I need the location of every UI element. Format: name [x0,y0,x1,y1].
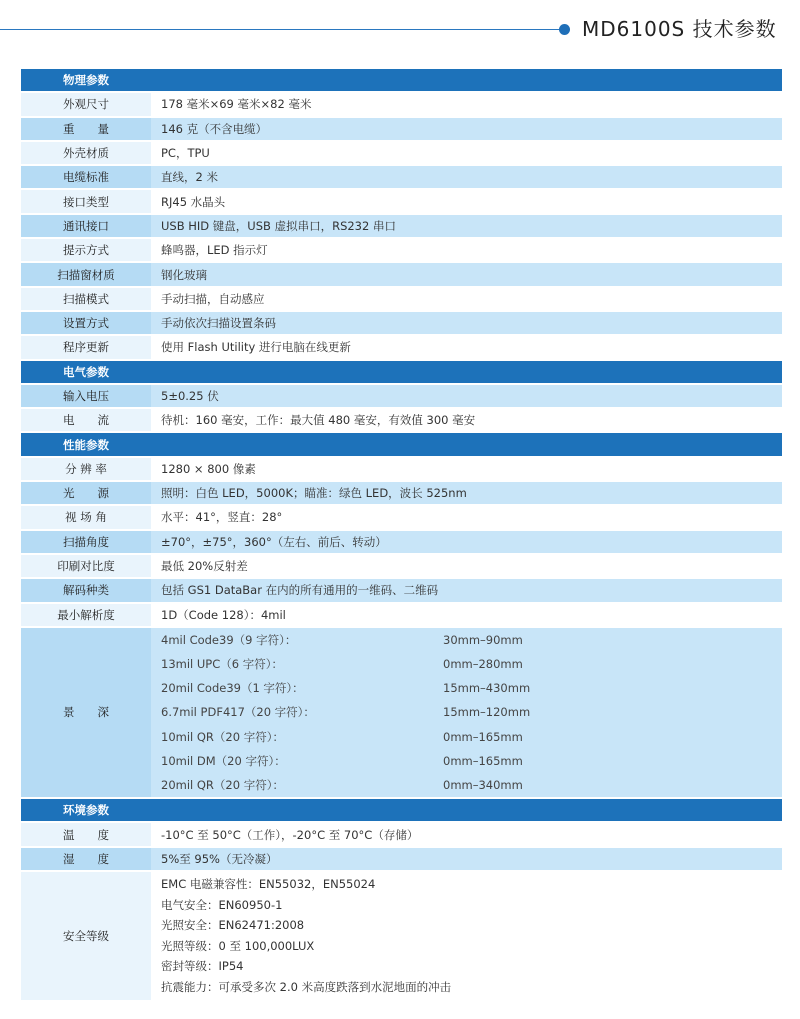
section-header-environment [21,799,782,821]
spec-row [21,604,782,626]
spec-label: 电 流 [21,409,151,431]
section-title: 物理参数 [21,69,151,91]
safety-item: 电气安全：EN60950-1 [161,897,283,912]
spec-row [21,385,782,407]
dof-code: 10mil DM（20 字符）： [161,753,286,768]
dof-item [151,676,782,700]
spec-table [21,67,782,1002]
dof-item [151,628,782,652]
dof-code: 20mil QR（20 字符）： [161,777,284,792]
safety-item: 密封等级：IP54 [161,959,244,974]
spec-value: 直线，2 米 [151,166,782,188]
spec-value: -10°C 至 50°C（工作），-20°C 至 70°C（存储） [151,823,782,845]
spec-label: 分 辨 率 [21,458,151,480]
spec-row [21,848,782,870]
safety-item: 光照安全：EN62471:2008 [161,918,305,933]
spec-row [21,118,782,140]
spec-row [21,190,782,212]
spec-row [21,336,782,358]
spec-value: 钢化玻璃 [151,263,782,285]
spec-label: 安全等级 [21,872,151,1000]
spec-value: 5%至 95%（无冷凝） [151,848,782,870]
dof-range: 30mm–90mm [443,632,523,647]
spec-label: 电缆标准 [21,166,151,188]
spec-value: USB HID 键盘，USB 虚拟串口，RS232 串口 [151,215,782,237]
spec-value: 1D（Code 128）：4mil [151,604,782,626]
section-header-performance [21,433,782,455]
dof-code: 20mil Code39（1 字符）： [161,681,304,696]
spec-value: RJ45 水晶头 [151,190,782,212]
section-title: 性能参数 [21,433,151,455]
section-header-electrical [21,361,782,383]
spec-value: 146 克（不含电缆） [151,118,782,140]
spec-label: 扫描窗材质 [21,263,151,285]
spec-row [21,823,782,845]
spec-label: 湿 度 [21,848,151,870]
dof-range: 15mm–120mm [443,705,531,720]
spec-value: 手动扫描，自动感应 [151,288,782,310]
spec-value: ±70°，±75°，360°（左右、前后、转动） [151,531,782,553]
section-title: 环境参数 [21,799,151,821]
spec-label: 输入电压 [21,385,151,407]
spec-row [21,93,782,115]
spec-value: 待机：160 毫安，工作：最大值 480 毫安，有效值 300 毫安 [151,409,782,431]
spec-label: 视 场 角 [21,506,151,528]
spec-label: 外观尺寸 [21,93,151,115]
spec-value: 1280 × 800 像素 [151,458,782,480]
safety-item: 抗震能力：可承受多次 2.0 米高度跌落到水泥地面的冲击 [161,980,452,994]
spec-label: 接口类型 [21,190,151,212]
dof-code: 13mil UPC（6 字符）： [161,657,283,672]
spec-label: 提示方式 [21,239,151,261]
safety-item: EMC 电磁兼容性：EN55032，EN55024 [161,877,376,892]
dof-code: 4mil Code39（9 字符）： [161,632,297,647]
spec-value: 水平：41°，竖直：28° [151,506,782,528]
spec-row [21,142,782,164]
spec-label: 景 深 [21,628,151,797]
spec-value: 最低 20%反射差 [151,555,782,577]
spec-row [21,506,782,528]
spec-label: 解码种类 [21,579,151,601]
dof-item [151,652,782,676]
dof-item [151,773,782,797]
safety-list [151,872,782,1000]
dof-item [151,749,782,773]
spec-row [21,312,782,334]
safety-item: 光照等级：0 至 100,000LUX [161,938,315,953]
header-bullet-icon [559,24,570,35]
header-rule [0,29,565,30]
spec-row [21,555,782,577]
dof-range: 15mm–430mm [443,681,531,696]
spec-row [21,482,782,504]
dof-range: 0mm–165mm [443,729,523,744]
spec-value: 包括 GS1 DataBar 在内的所有通用的一维码、二维码 [151,579,782,601]
dof-code: 10mil QR（20 字符）： [161,729,284,744]
spec-row [21,409,782,431]
section-header-physical [21,69,782,91]
spec-label: 最小解析度 [21,604,151,626]
dof-list [151,628,782,797]
spec-label: 外壳材质 [21,142,151,164]
page-header [0,0,800,60]
spec-row [21,263,782,285]
spec-row [21,239,782,261]
safety-row [21,872,782,1000]
spec-label: 设置方式 [21,312,151,334]
spec-row [21,531,782,553]
spec-label: 温 度 [21,823,151,845]
dof-range: 0mm–280mm [443,657,523,672]
dof-item [151,725,782,749]
spec-row [21,288,782,310]
spec-label: 光 源 [21,482,151,504]
spec-row [21,166,782,188]
spec-value: 使用 Flash Utility 进行电脑在线更新 [151,336,782,358]
spec-value: PC，TPU [151,142,782,164]
dof-range: 0mm–165mm [443,753,523,768]
spec-label: 印刷对比度 [21,555,151,577]
dof-row [21,628,782,797]
dof-code: 6.7mil PDF417（20 字符）： [161,705,315,720]
spec-label: 扫描模式 [21,288,151,310]
dof-range: 0mm–340mm [443,777,523,792]
spec-label: 程序更新 [21,336,151,358]
spec-value: 蜂鸣器，LED 指示灯 [151,239,782,261]
section-title: 电气参数 [21,361,151,383]
spec-label: 扫描角度 [21,531,151,553]
spec-value: 照明：白色 LED，5000K；瞄准：绿色 LED，波长 525nm [151,482,782,504]
spec-value: 5±0.25 伏 [151,385,782,407]
spec-row [21,215,782,237]
page-title: MD6100S 技术参数 [582,17,777,41]
spec-label: 重 量 [21,118,151,140]
spec-value: 178 毫米×69 毫米×82 毫米 [151,93,782,115]
spec-row [21,458,782,480]
spec-row [21,579,782,601]
spec-label: 通讯接口 [21,215,151,237]
spec-value: 手动依次扫描设置条码 [151,312,782,334]
dof-item [151,700,782,724]
